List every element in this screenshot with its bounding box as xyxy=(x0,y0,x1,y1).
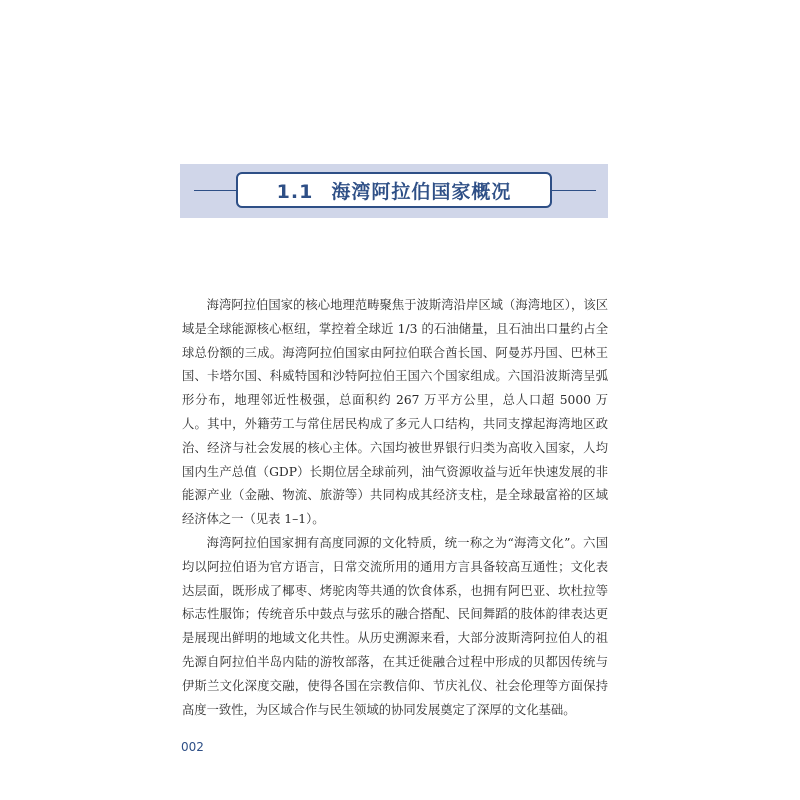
section-heading xyxy=(277,177,512,204)
body-text xyxy=(182,294,608,722)
paragraph-1: 海湾阿拉伯国家的核心地理范畴聚焦于波斯湾沿岸区域（海湾地区），该区域是全球能源核心枢纽，掌控着全球近 1/3 的石油储量，且石油出口量约占全球总份额的三成。海湾阿拉伯国家由阿拉伯联合酋长国、阿曼苏丹国、巴林王国、卡塔尔国、科威特国和沙特阿拉伯王国六个国家组成。六国沿波斯湾呈弧形分布，地理邻近性极强，总面积约 267 万平方公里，总人口超 5000 万人。其中，外籍劳工与常住居民构成了多元人口结构，共同支撑起海湾地区政治、经济与社会发展的核心主体。六国均被世界银行归类为高收入国家，人均国内生产总值（GDP）长期位居全球前列，油气资源收益与近年快速发展的非能源产业（金融、物流、旅游等）共同构成其经济支柱，是全球最富裕的区域经济体之一（见表 1–1）。 xyxy=(182,298,608,527)
title-rule-right xyxy=(552,190,596,191)
page-number: 002 xyxy=(181,740,204,754)
paragraph-2: 海湾阿拉伯国家拥有高度同源的文化特质，统一称之为“海湾文化”。六国均以阿拉伯语为官方语言，日常交流所用的通用方言具备较高互通性；文化表达层面，既形成了椰枣、烤驼肉等共通的饮食体系，也拥有阿巴亚、坎杜拉等标志性服饰；传统音乐中鼓点与弦乐的融合搭配、民间舞蹈的肢体韵律表达更是展现出鲜明的地域文化共性。从历史溯源来看，大部分波斯湾阿拉伯人的祖先源自阿拉伯半岛内陆的游牧部落，在其迁徙融合过程中形成的贝都因传统与伊斯兰文化深度交融，使得各国在宗教信仰、节庆礼仪、社会伦理等方面保持高度一致性，为区域合作与民生领域的协同发展奠定了深厚的文化基础。 xyxy=(182,535,608,717)
section-number: 1.1 xyxy=(276,180,314,203)
section-title: 海湾阿拉伯国家概况 xyxy=(331,180,512,203)
section-title-band xyxy=(180,164,608,218)
section-title-box xyxy=(236,172,552,208)
title-rule-left xyxy=(194,190,236,191)
